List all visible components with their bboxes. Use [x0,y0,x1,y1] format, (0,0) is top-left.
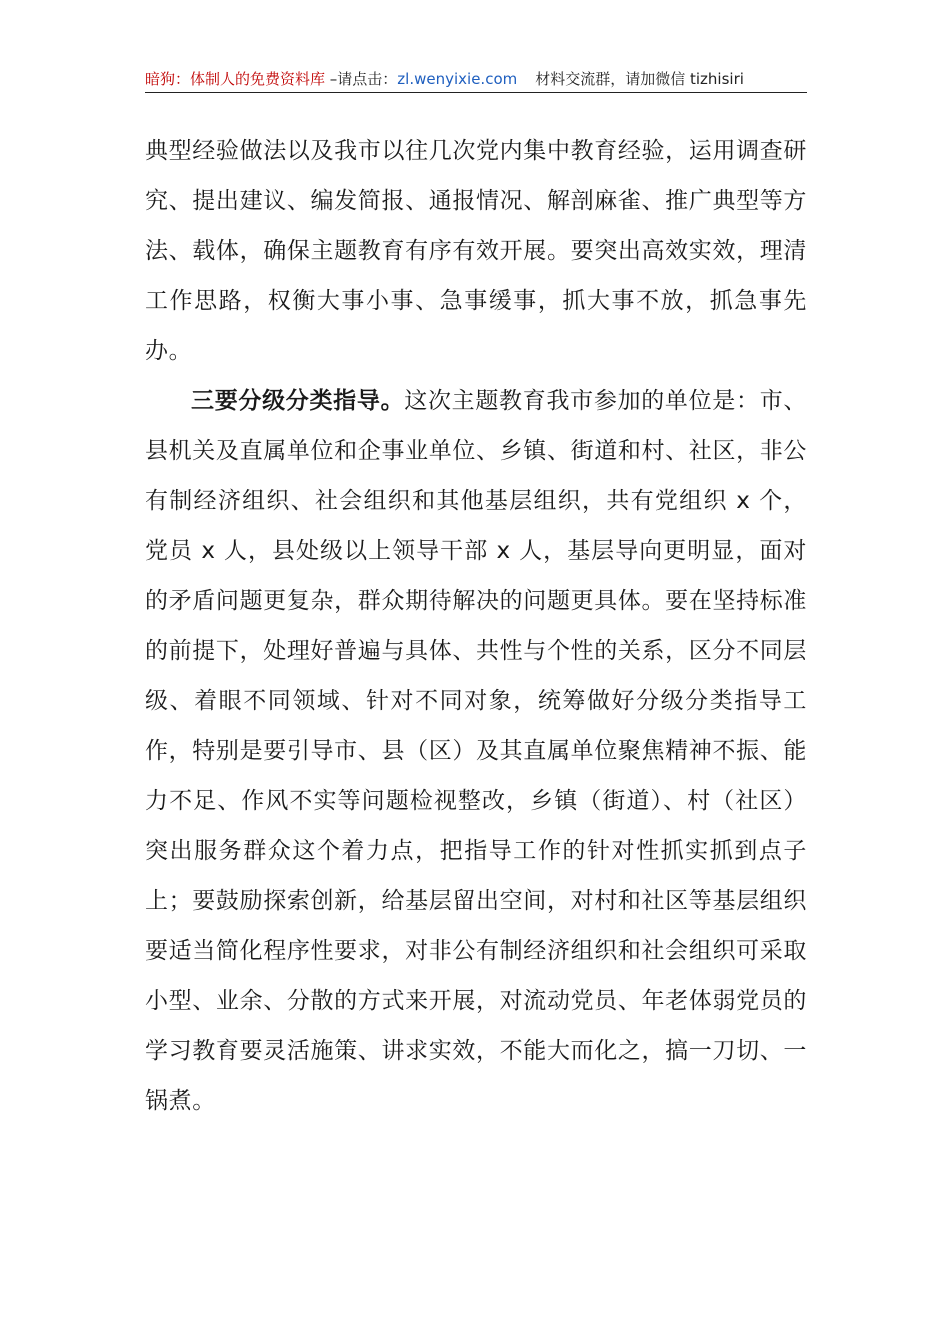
header-link[interactable]: zl.wenyixie.com [397,70,518,88]
body-paragraph-1: 典型经验做法以及我市以往几次党内集中教育经验，运用调查研究、提出建议、编发简报、通报情况、解剖麻雀、推广典型等方法、载体，确保主题教育有序有效开展。要突出高效实效，理清工作思路，权衡大事小事、急事缓事，抓大事不放，抓急事先办。 [145,138,807,364]
header-group-text: 材料交流群，请加微信 tizhisiri [535,70,744,88]
paragraph-2-lead-heading: 三要分级分类指导。 [191,388,405,414]
document-body [145,126,807,1126]
paragraph-2-text: 这次主题教育我市参加的单位是：市、县机关及直属单位和企事业单位、乡镇、街道和村、社区，非公有制经济组织、社会组织和其他基层组织，共有党组织 x 个，党员 x 人，县处级以上领导干部 x 人，基层导向更明显，面对的矛盾问题更复杂，群众期待解决的问题更具体。要在坚持标准的前提下，处理好普遍与具体、共性与个性的关系，区分不同层级、着眼不同领域、针对不同对象，统筹做好分级分类指导工作，特别是要引导市、县（区）及其直属单位聚焦精神不振、能力不足、作风不实等问题检视整改，乡镇（街道）、村（社区）突出服务群众这个着力点，把指导工作的针对性抓实抓到点子上；要鼓励探索创新，给基层留出空间，对村和社区等基层组织要适当简化程序性要求，对非公有制经济组织和社会组织可采取小型、业余、分散的方式来开展，对流动党员、年老体弱党员的学习教育要灵活施策、讲求实效，不能大而化之，搞一刀切、一锅煮。 [145,388,807,1114]
body-paragraph-2 [145,376,807,1126]
page-header [145,68,807,93]
header-prompt-text: –请点击： [325,70,398,88]
header-brand-text: 暗狗：体制人的免费资料库 [145,70,326,88]
